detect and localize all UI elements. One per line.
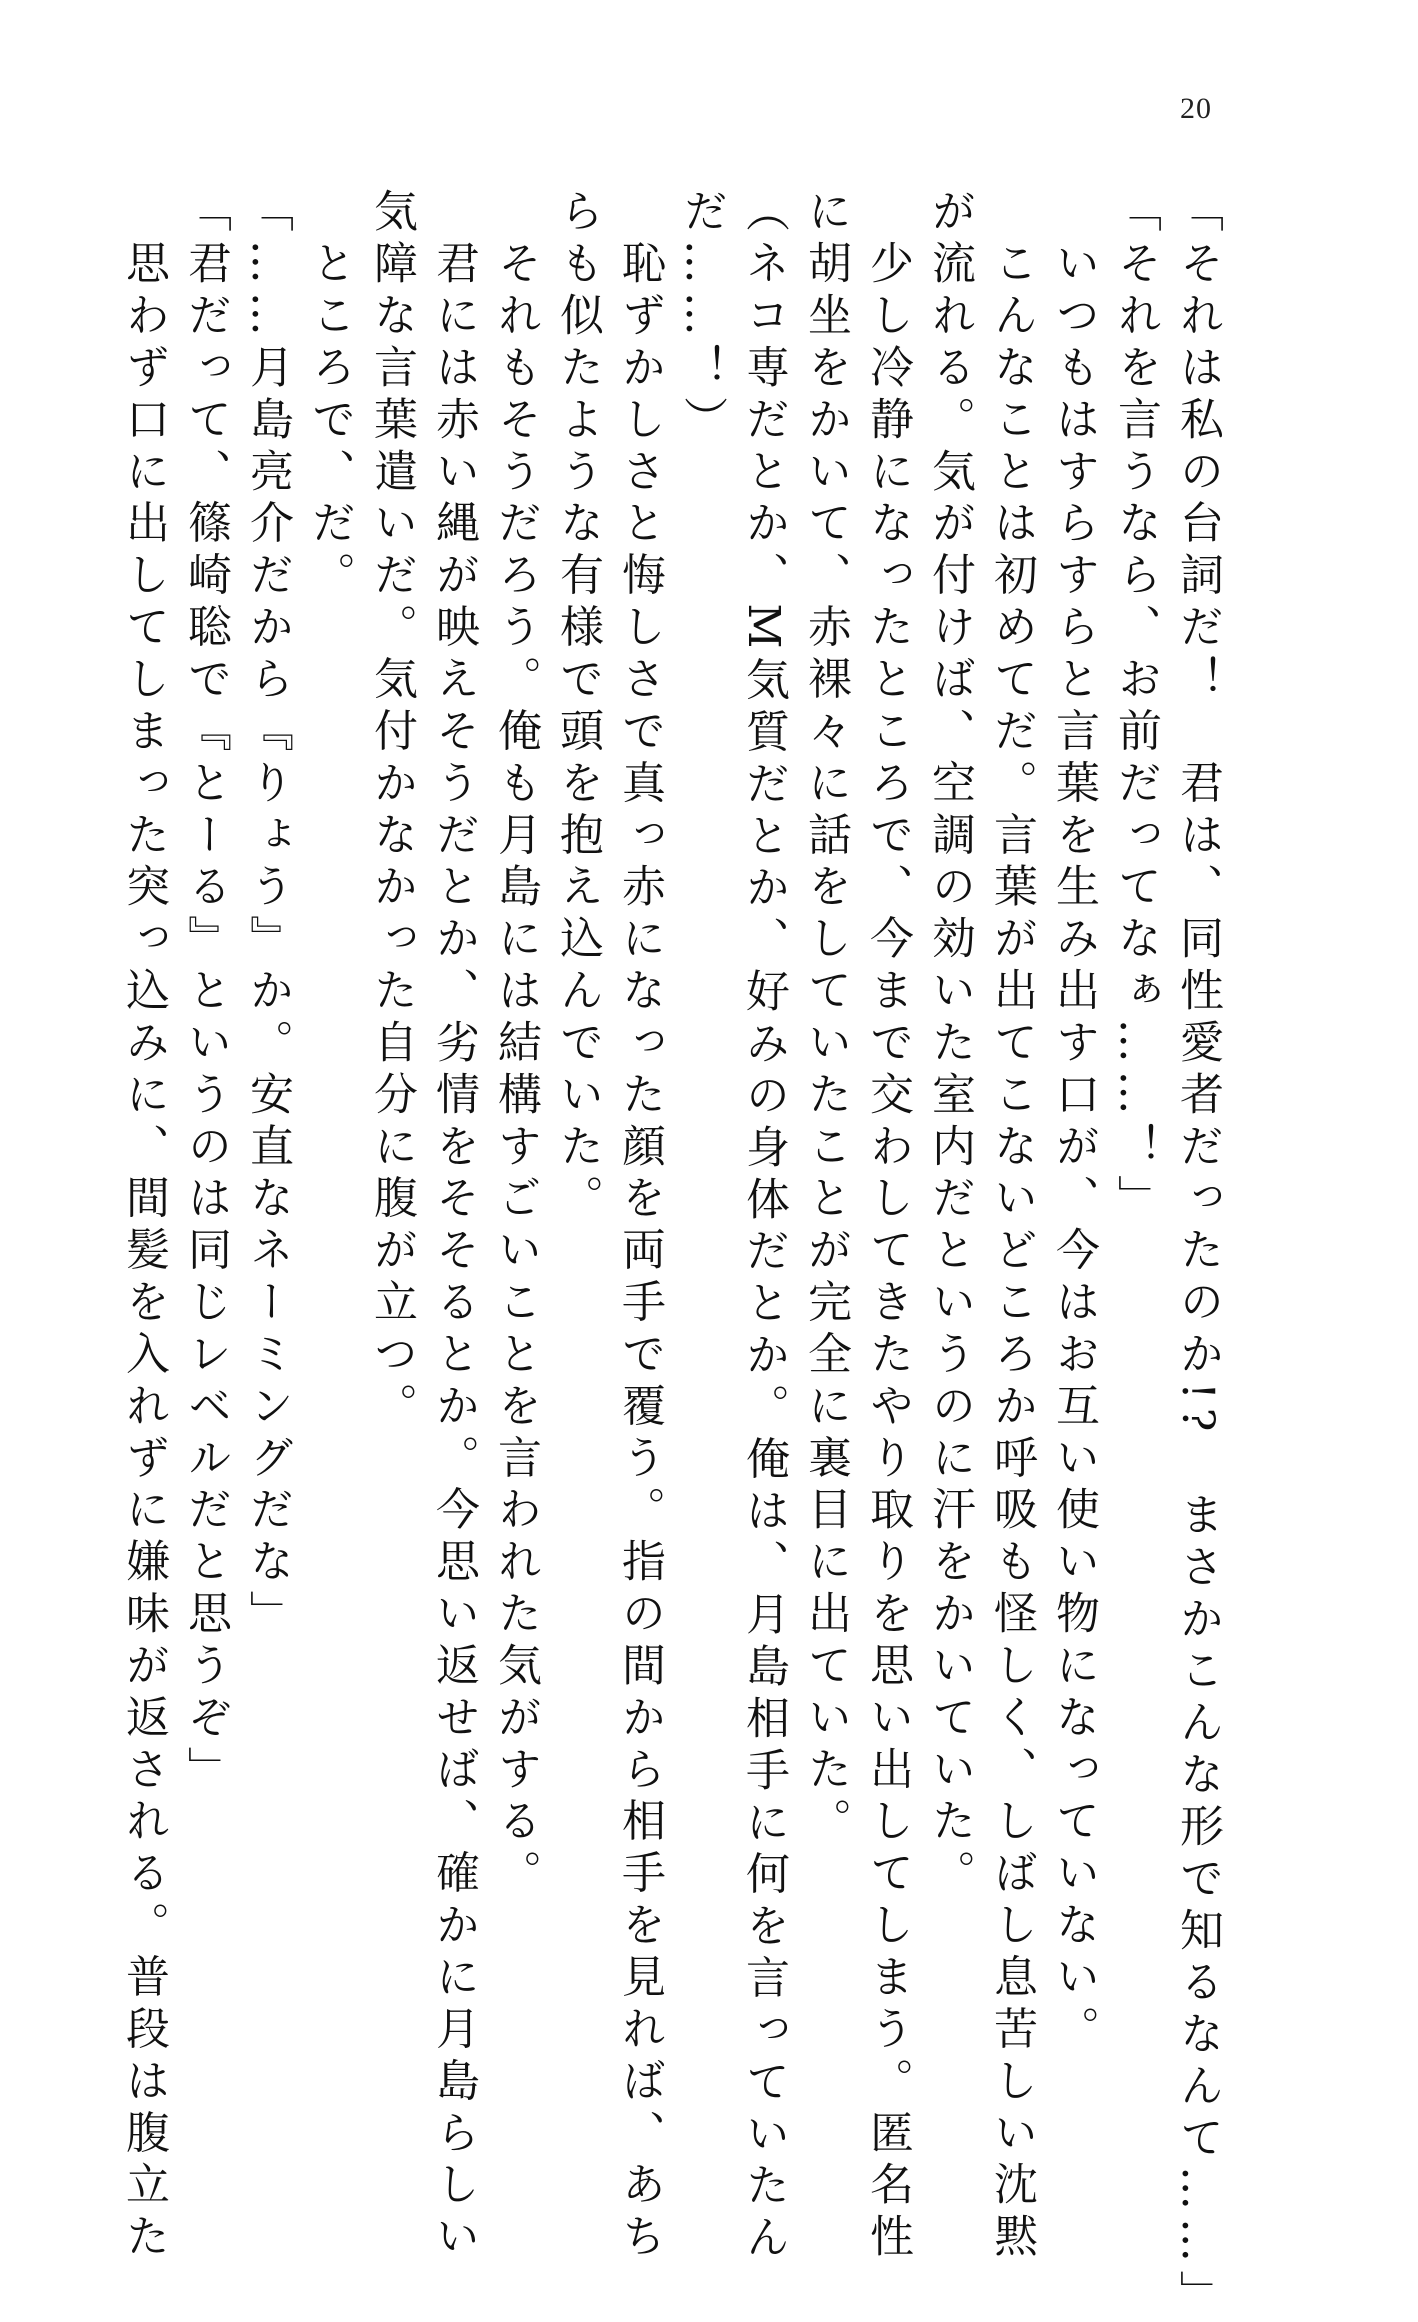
text-line: 「それを言うなら、お前だってなぁ……！」 [1110, 188, 1161, 1227]
text-line: 「……月島亮介だから『りょう』か。安直なネーミングだな」 [242, 188, 293, 1642]
text-line: が流れる。気が付けば、空調の効いた室内だというのに汗をかいていた。 [924, 188, 975, 1902]
text-line: 「君だって、篠崎聡で『とーる』というのは同じレベルだと思うぞ」 [180, 188, 231, 1798]
body-text [112, 188, 1228, 2322]
text-line: いつもはすらすらと言葉を生み出す口が、今はお互い使い物になっていない。 [1048, 188, 1099, 2058]
text-line: ところで、だ。 [304, 188, 355, 604]
page-number: 20 [1180, 92, 1212, 125]
text-line: それもそうだろう。俺も月島には結構すごいことを言われた気がする。 [490, 188, 541, 1902]
text-line: 「それは私の台詞だ！ 君は、同性愛者だったのか!? まさかこんな形で知るなんて……」 [1172, 188, 1223, 2322]
text-line: に胡坐をかいて、赤裸々に話をしていたことが完全に裏目に出ていた。 [800, 188, 851, 1850]
text-line: 思わず口に出してしまった突っ込みに、間髪を入れずに嫌味が返される。普段は腹立た [118, 188, 169, 2265]
text-line: だ……！） [676, 188, 727, 448]
text-line: （ネコ専だとか、M気質だとか、好みの身体だとか。俺は、月島相手に何を言っていたん [738, 188, 789, 2266]
text-line: 恥ずかしさと悔しさで真っ赤になった顔を両手で覆う。指の間から相手を見れば、あち [614, 188, 665, 2265]
text-line: 気障な言葉遣いだ。気付かなかった自分に腹が立つ。 [366, 188, 417, 1435]
text-line: 君には赤い縄が映えそうだとか、劣情をそそるとか。今思い返せば、確かに月島らしい [428, 188, 479, 2265]
text-line: こんなことは初めてだ。言葉が出てこないどころか呼吸も怪しく、しばし息苦しい沈黙 [986, 188, 1037, 2265]
text-line: 少し冷静になったところで、今まで交わしてきたやり取りを思い出してしまう。匿名性 [862, 188, 913, 2265]
text-line: らも似たような有様で頭を抱え込んでいた。 [552, 188, 603, 1227]
